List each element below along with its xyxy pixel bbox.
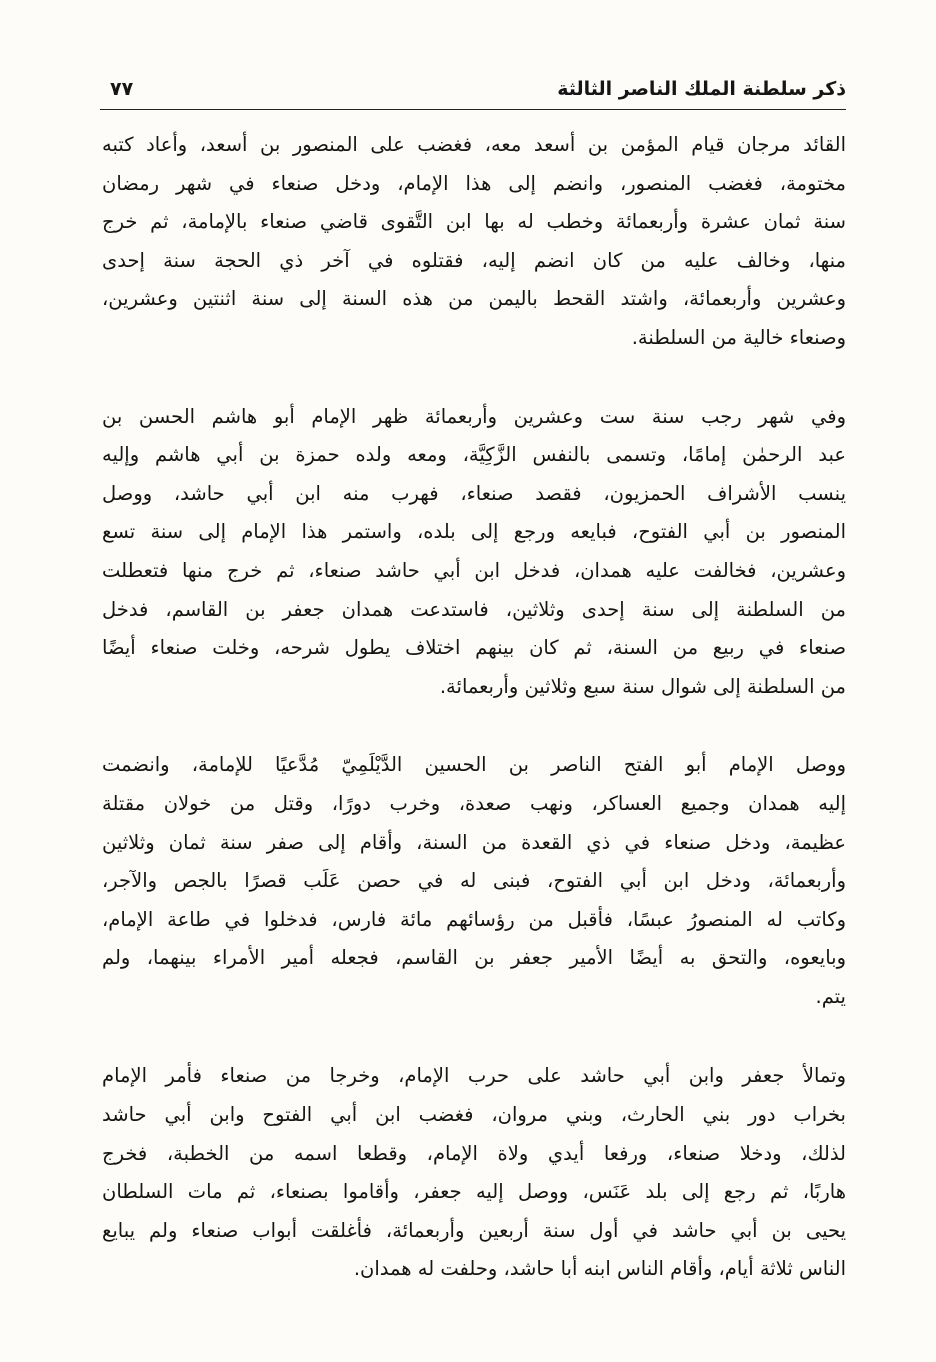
text-line: وكاتب له المنصورُ عبسًا، فأقبل من رؤسائهم مائة فارس، فدخلوا في طاعة الإمام، <box>102 907 846 931</box>
paragraph-1 <box>102 126 846 358</box>
text-line: وفي شهر رجب سنة ست وعشرين وأربعمائة ظهر الإمام أبو هاشم الحسن بن <box>102 404 846 428</box>
text-line: وعشرين وأربعمائة، واشتد القحط باليمن من هذه السنة إلى سنة اثنتين وعشرين، <box>102 287 846 311</box>
running-title: ذكر سلطنة الملك الناصر الثالثة <box>557 78 846 100</box>
body-text <box>102 126 846 1289</box>
text-line: لذلك، ودخلا صنعاء، ورفعا أيدي ولاة الإمام، وقطعا اسمه من الخطبة، فخرج <box>102 1141 846 1165</box>
paragraph-4 <box>102 1057 846 1289</box>
paragraph-3 <box>102 746 846 1016</box>
running-head <box>100 70 846 110</box>
text-line: مختومة، فغضب المنصور، وانضم إلى هذا الإمام، ودخل صنعاء في شهر رمضان <box>102 171 846 195</box>
text-line: من السلطنة إلى شوال سنة سبع وثلاثين وأربعمائة. <box>439 674 846 698</box>
text-line: من السلطنة إلى سنة إحدى وثلاثين، فاستدعت همدان جعفر بن القاسم، فدخل <box>102 597 846 621</box>
text-line: وتمالأ جعفر وابن أبي حاشد على حرب الإمام، وخرجا من صنعاء فأمر الإمام <box>102 1064 846 1088</box>
text-line: القائد مرجان قيام المؤمن بن أسعد معه، فغضب على المنصور بن أسعد، وأعاد كتبه <box>102 133 846 156</box>
text-line: هاربًا، ثم رجع إلى بلد عَنَس، ووصل إليه جعفر، وأقاموا بصنعاء، ثم مات السلطان <box>102 1180 846 1204</box>
text-line: يتم. <box>815 984 846 1008</box>
text-line: ووصل الإمام أبو الفتح الناصر بن الحسين الدَّيْلَمِيّ مُدَّعيًا للإمامة، وانضمت <box>102 753 846 777</box>
text-line: وأربعمائة، ودخل ابن أبي الفتوح، فبنى له في حصن عَلَب قصرًا بالجص والآجر، <box>102 869 846 893</box>
text-line: وعشرين، فخالفت عليه همدان، فدخل ابن أبي حاشد صنعاء، ثم خرج منها فتعطلت <box>102 558 846 582</box>
text-line: يحيى بن أبي حاشد في أول سنة أربعين وأربعمائة، فأغلقت أبواب صنعاء ولم يبايع <box>102 1218 846 1242</box>
text-line: وصنعاء خالية من السلطنة. <box>631 325 846 349</box>
text-line: ينسب الأشراف الحمزيون، فقصد صنعاء، فهرب منه ابن أبي حاشد، ووصل <box>102 481 846 505</box>
text-line: عظيمة، ودخل صنعاء في ذي القعدة من السنة، وأقام إلى صفر سنة ثمان وثلاثين <box>102 830 846 854</box>
text-line: منها، وخالف عليه من كان انضم إليه، فقتلوه في آخر ذي الحجة سنة إحدى <box>102 248 846 272</box>
text-line: سنة ثمان عشرة وأربعمائة وخطب له بها ابن التَّقوى قاضي صنعاء بالإمامة، ثم خرج <box>102 210 846 234</box>
text-line: المنصور بن أبي الفتوح، فبايعه ورجع إلى بلده، واستمر هذا الإمام إلى سنة تسع <box>102 520 846 544</box>
text-line: صنعاء في ربيع من السنة، ثم كان بينهم اختلاف يطول شرحه، وخلت صنعاء أيضًا <box>102 636 846 660</box>
page-number: ٧٧ <box>110 78 134 100</box>
text-line: الناس ثلاثة أيام، وأقام الناس ابنه أبا حاشد، وحلفت له همدان. <box>353 1257 846 1281</box>
text-line: إليه همدان وجميع العساكر، ونهب صعدة، وخرب دورًا، وقتل من خولان مقتلة <box>102 791 846 815</box>
paragraph-2 <box>102 398 846 707</box>
header-rule <box>100 109 846 110</box>
text-line: بخراب دور بني الحارث، وبني مروان، فغضب ابن أبي الفتوح وابن أبي حاشد <box>102 1103 846 1127</box>
text-line: وبايعوه، والتحق به أيضًا الأمير جعفر بن القاسم، فجعله أمير الأمراء بينهما، ولم <box>102 946 846 970</box>
text-line: عبد الرحمٰن إمامًا، وتسمى بالنفس الزَّكِيَّة، ومعه ولده حمزة بن أبي هاشم وإليه <box>102 443 846 467</box>
